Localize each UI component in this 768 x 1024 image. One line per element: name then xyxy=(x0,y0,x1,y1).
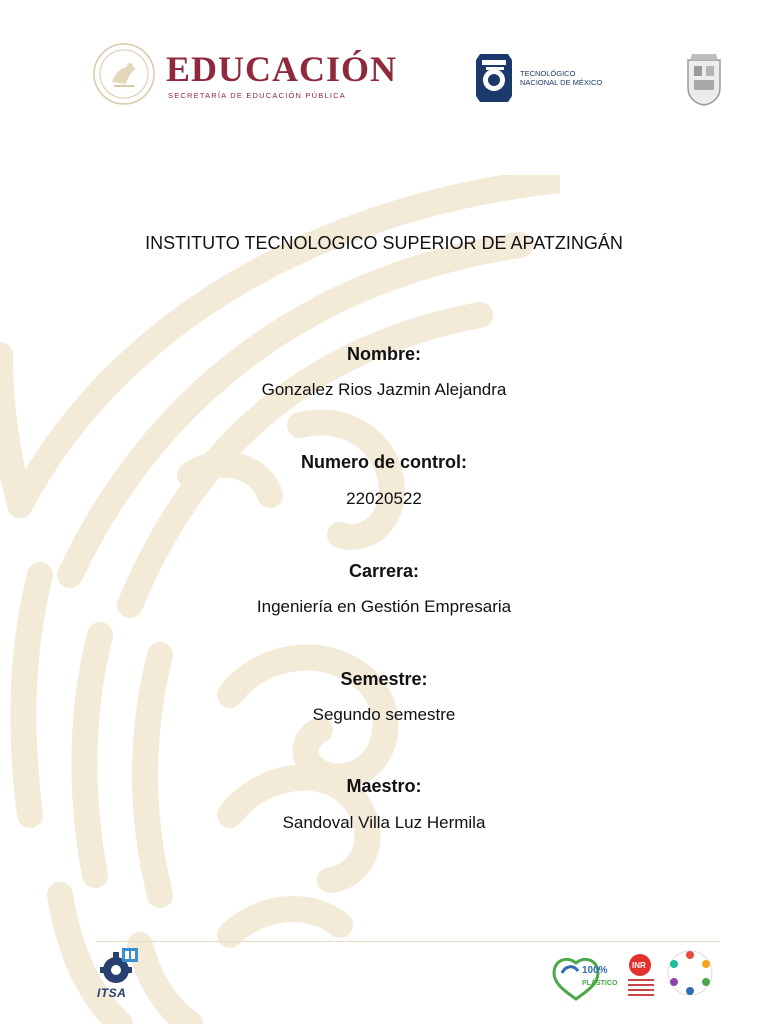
tecnm-logo xyxy=(474,50,624,110)
tecnm-gear-icon xyxy=(474,50,516,106)
maestro-value: Sandoval Villa Luz Hermila xyxy=(282,813,486,832)
carrera-label: Carrera: xyxy=(348,561,420,581)
maestro-label: Maestro: xyxy=(346,776,422,796)
inr-badge-text: INR xyxy=(632,961,646,970)
educacion-subtitle: SECRETARÍA DE EDUCACIÓN PÚBLICA xyxy=(168,91,346,100)
educacion-title: EDUCACIÓN xyxy=(166,49,398,89)
carrera-value: Ingeniería en Gestión Empresaria xyxy=(256,597,512,616)
tecnm-text xyxy=(520,69,602,87)
certification-logos xyxy=(548,947,718,1005)
nombre-value: Gonzalez Rios Jazmin Alejandra xyxy=(261,380,507,399)
itsa-gear-icon xyxy=(96,946,142,986)
svg-text:PLÁSTICO: PLÁSTICO xyxy=(582,980,618,987)
institution-title: INSTITUTO TECNOLOGICO SUPERIOR DE APATZINGÁN xyxy=(145,233,623,253)
itsa-logo-text: ITSA xyxy=(97,986,127,1000)
inr-badge-icon xyxy=(628,954,654,996)
tecnm-line1: TECNOLÓGICO xyxy=(520,69,576,78)
mexico-seal-icon xyxy=(92,42,156,106)
numero-control-value: 22020522 xyxy=(346,489,422,508)
plastic-free-badge-icon xyxy=(554,959,618,999)
numero-control-label: Numero de control: xyxy=(300,452,467,472)
michoacan-seal-icon xyxy=(682,50,726,106)
nombre-label: Nombre: xyxy=(346,344,421,364)
inclusion-circle-icon xyxy=(668,951,712,995)
educacion-logo xyxy=(92,42,412,112)
semestre-value: Segundo semestre xyxy=(312,705,456,724)
tecnm-line2: NACIONAL DE MÉXICO xyxy=(520,78,603,87)
footer-divider xyxy=(96,941,720,942)
svg-text:100%: 100% xyxy=(582,965,608,976)
semestre-label: Semestre: xyxy=(340,669,428,689)
